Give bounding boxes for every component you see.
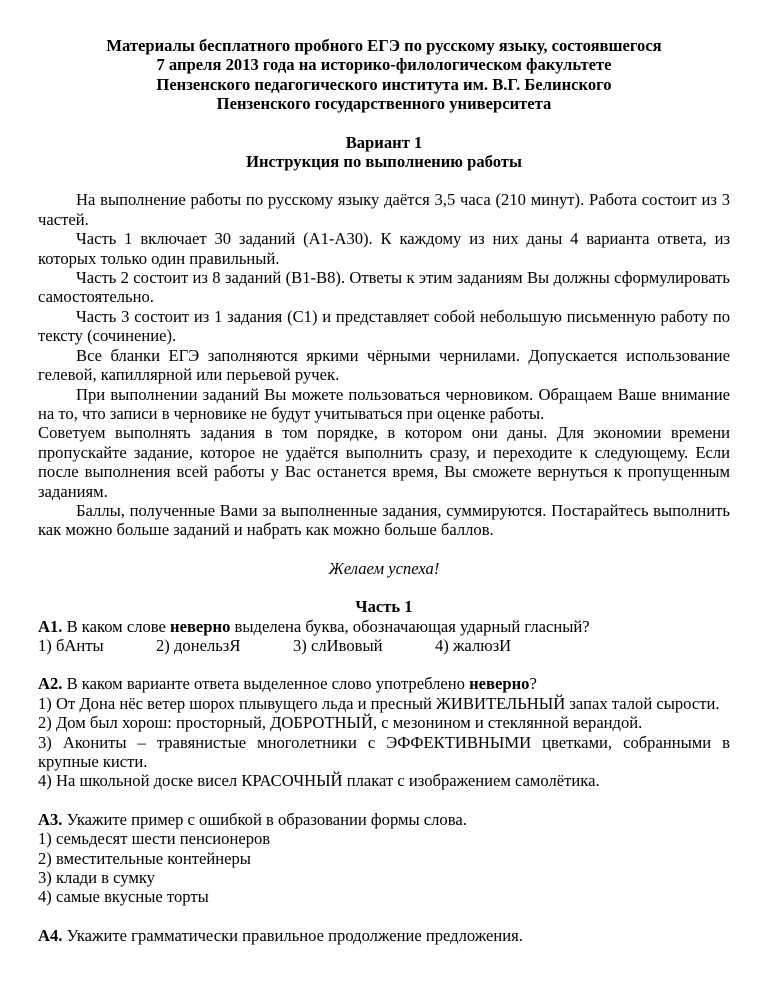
task-a4	[38, 926, 730, 945]
answer-option: 2) вместительные контейнеры	[38, 848, 251, 868]
instruction-paragraph: Часть 1 включает 30 заданий (А1-А30). К каждому из них даны 4 варианта ответа, из которых только один правильный.	[38, 229, 730, 268]
instruction-paragraph: Баллы, полученные Вами за выполненные задания, суммируются. Постарайтесь выполнить как можно больше заданий и набрать как можно больше баллов.	[38, 500, 730, 540]
task-a2-question	[38, 674, 730, 693]
answer-option: 3) Акониты – травянистые многолетники с ЭФФЕКТИВНЫМИ цветками, собранными в крупные кисти.	[38, 732, 730, 771]
question-text: Укажите пример с ошибкой в образовании формы слова.	[62, 809, 467, 829]
instructions-title: Инструкция по выполнению работы	[246, 152, 522, 172]
part1-title: Часть 1	[355, 597, 413, 617]
answer-option: 1) От Дона нёс ветер шорох плывущего льда и пресный ЖИВИТЕЛЬНЫЙ запах талой сырости.	[38, 693, 720, 713]
task-number: А4.	[38, 925, 63, 945]
task-number: А2.	[38, 674, 63, 694]
answer-option: 2) донельзЯ	[156, 635, 241, 655]
header-line-2: 7 апреля 2013 года на историко-филологическом факультете	[156, 55, 612, 75]
header-line-1: Материалы бесплатного пробного ЕГЭ по русскому языку, состоявшегося	[106, 36, 662, 55]
answer-option: 4) жалюзИ	[435, 635, 512, 655]
header-line-3: Пензенского педагогического института им. В.Г. Белинского	[156, 74, 612, 94]
answer-option: 2) Дом был хорош: просторный, ДОБРОТНЫЙ, с мезонином и стеклянной верандой.	[38, 713, 643, 733]
task-a4-question	[38, 926, 730, 945]
variant-title: Вариант 1	[345, 132, 423, 152]
instruction-paragraph: При выполнении заданий Вы можете пользоваться черновиком. Обращаем Ваше внимание на то, что записи в черновике не будут учитываться при оценке работы.	[38, 384, 730, 423]
task-a3-question	[38, 810, 730, 829]
instruction-paragraph: Часть 2 состоит из 8 заданий (В1-В8). Ответы к этим заданиям Вы должны сформулировать самостоятельно.	[38, 268, 730, 307]
question-text: ?	[529, 674, 537, 694]
instructions	[38, 190, 730, 539]
task-number: А1.	[38, 616, 63, 636]
task-a3	[38, 810, 730, 907]
instruction-paragraph: Советуем выполнять задания в том порядке, в котором они даны. Для экономии времени пропускайте задание, которое не удаётся выполнить сразу, и переходите к следующему. Если после выполнения всей работы у Вас останется время, Вы сможете вернуться к пропущенным заданиям.	[38, 423, 730, 501]
question-text: Укажите грамматически правильное продолжение предложения.	[62, 925, 523, 945]
answer-option: 3) слИвовый	[293, 635, 383, 655]
task-number: А3.	[38, 809, 63, 829]
instruction-paragraph: На выполнение работы по русскому языку даётся 3,5 часа (210 минут). Работа состоит из 3 частей.	[38, 190, 730, 229]
answer-option: 1) бАнты	[38, 635, 104, 655]
question-text: В каком слове	[62, 616, 171, 636]
document-header	[38, 36, 730, 114]
answer-option: 1) семьдесят шести пенсионеров	[38, 829, 271, 849]
header-line-4: Пензенского государственного университета	[216, 94, 552, 114]
instruction-paragraph: Часть 3 состоит из 1 задания (С1) и представляет собой небольшую письменную работу по тексту (сочинение).	[38, 306, 730, 346]
answer-option: 3) клади в сумку	[38, 868, 155, 888]
question-text: выделена буква, обозначающая ударный гласный?	[230, 616, 590, 636]
wish-text: Желаем успеха!	[328, 558, 440, 578]
task-a1	[38, 617, 730, 656]
task-a2	[38, 674, 730, 790]
answer-option: 4) самые вкусные торты	[38, 887, 209, 907]
answer-option: 4) На школьной доске висел КРАСОЧНЫЙ плакат с изображением самолётика.	[38, 771, 600, 791]
instruction-paragraph: Все бланки ЕГЭ заполняются яркими чёрными чернилами. Допускается использование гелевой, капиллярной или перьевой ручек.	[38, 345, 730, 385]
question-emphasis: неверно	[469, 674, 530, 694]
task-a1-question	[38, 617, 730, 636]
variant-block	[38, 133, 730, 172]
task-a1-options	[38, 636, 730, 655]
question-text: В каком варианте ответа выделенное слово употреблено	[62, 674, 470, 694]
question-emphasis: неверно	[170, 616, 231, 636]
